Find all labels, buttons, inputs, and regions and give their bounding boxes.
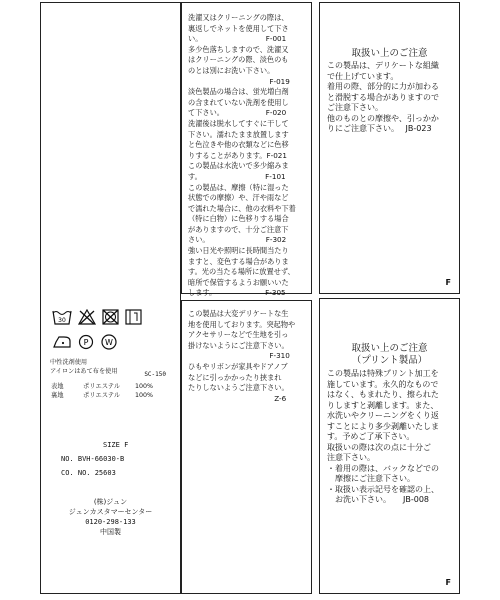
wet-clean-w-icon [100,333,118,351]
handling-title: 取扱い上のご注意 [351,48,428,59]
label-text-line: この製品は、デリケートな組織 [327,61,439,70]
label-text-line: お洗い下さい。 JB-008 [327,495,430,504]
label-text-line: 洗濯又はクリーニングの際は、 [188,13,289,22]
label-text-line: ますと、変色する場合がありま [188,256,289,266]
label-text-line: す。 F-101 [188,171,286,181]
label-text-line: さい。 F-302 [188,235,287,245]
material-row: 裏地 ポリエステル 100% [51,392,154,399]
dry-clean-p-icon [78,334,94,350]
customer-center: ジュンカスタマーセンター [68,508,153,516]
label-text-line: はなく、もまれたり、擦られた [327,390,439,399]
label-text-line: 注意下さい。 [327,453,375,462]
label-text-line: りしますと剥離します。また、 [327,400,439,410]
product-number: NO. BVH-66030-B [61,455,125,463]
label-text-line: ご注意下さい。 [327,103,383,112]
print-handling-title: 取扱い上のご注意 [351,343,428,354]
label-text-line: 地を使用しております。突起物や [188,319,296,329]
label-text-line: Z-6 [188,393,287,403]
svg-text:P: P [83,338,89,347]
label-text-line: などに引っかかったり挟まれ [188,372,282,382]
label-text-line: ひもやリボンが家具やドアノブ [188,361,288,371]
label-text-line: りにご注意下さい。 JB-023 [327,124,432,133]
label-text-line: 淡色製品の場合は、蛍光増白剤 [188,87,289,97]
label-text-line: す。光の当たる場所に放置せず、 [188,267,295,277]
middle-delicate-label [181,300,312,594]
right-print-handling-label [319,298,460,594]
middle-care-notes-label [181,2,312,298]
label-text-line: （特に白物）に色移りする場合 [188,214,289,224]
label-text-line: で仕上げています。 [327,71,399,81]
care-note-2: アイロンはあて布を使用 [50,368,118,375]
label-text-line: すことにより多少剥離いたしま [327,421,439,431]
label-text-line: 取扱いの際は次の点に十分ご [327,442,431,452]
label-text-line: 摩擦にご注意下さい。 [327,474,415,483]
label-text-line: 他のものとの摩擦や、引っかか [327,113,439,123]
print-handling-subtitle: （プリント製品） [351,355,428,366]
label-text-line: この製品は、摩擦（特に湿った [188,182,289,192]
svg-text:30: 30 [58,317,66,324]
label-text-line: します。 F-305 [188,288,286,298]
label-text-line: ・取扱い表示記号を確認の上、 [327,484,439,494]
label-mark: F [445,278,451,287]
iron-low-icon [52,335,72,349]
label-text-line: て下さい。 F-020 [188,108,287,118]
label-text-line: す。予めご了承下さい。 [327,432,415,441]
label-text-line: アクセサリーなどで生地を引っ [188,330,289,340]
label-text-line: ・着用の際は、バックなどでの [327,463,439,473]
care-code: SC-150 [144,371,166,378]
label-text-line: この製品は大変デリケートな生 [188,309,289,318]
label-text-line: この製品は特殊プリント加工を [327,369,439,378]
label-text-line: 水洗いやクリーニングをくり返 [327,411,439,420]
label-text-line: りすることがあります。F-021 [188,150,287,160]
label-text-line: と滑脱する場合がありますので [327,92,439,102]
right-handling-label [319,2,460,294]
label-text-line: 裏返しでネットを使用して下さ [188,23,289,33]
company-name: (株)ジュン [93,498,128,506]
care-note-1: 中性洗剤使用 [50,359,88,366]
no-tumble-dry-icon [102,309,119,325]
label-text-line: 強い日光や照明に長時間当たり [188,246,289,256]
material-row: 表地 ポリエステル 100% [51,383,154,390]
label-text-line: い。 F-001 [188,34,287,44]
label-text-line: のとは別にお洗い下さい。 [188,65,275,75]
co-number: CO. NO. 25603 [61,469,116,477]
label-text-line: と色泣きや他の衣類などに色移 [188,140,289,150]
label-text-line: 多少色落ちしますので、洗濯又 [188,44,289,54]
label-text-line: 暗所で保管するようお願いいた [188,277,289,287]
label-text-line: がありますので、十分ご注意下 [188,224,289,234]
country-of-origin: 中国製 [100,528,121,536]
phone-number: 0120-298-133 [85,518,136,526]
label-text-line: 施しています。永久的なもので [327,379,439,389]
label-text-line: 状態での摩擦）や、汗や雨など [188,193,289,203]
size-label: SIZE F [103,441,129,449]
left-care-label [40,2,181,594]
svg-text:W: W [105,338,113,347]
label-text-line: F-310 [188,351,290,361]
label-text-line: で濡れた場合に、他の衣料や下着 [188,203,296,213]
label-text-line: 洗濯後は脱水してすぐに干して [188,118,289,128]
label-text-line: たりしないようご注意下さい。 [188,383,289,393]
label-text-line: 下さい。濡れたまま放置します [188,129,289,139]
label-text-line: F-019 [188,76,290,86]
hang-dry-icon [125,309,142,325]
label-text-line: の含まれていない洗剤を使用し [188,97,289,107]
label-text-line: 着用の際、部分的に力が加わる [327,82,439,91]
label-mark: F [445,578,451,587]
care-symbols-row-1 [52,309,142,325]
wash-30-icon [52,309,72,325]
no-bleach-icon [78,309,96,325]
label-text-line: 掛けないようにご注意下さい。 [188,340,289,350]
label-text-line: はクリーニングの際、淡色のも [188,55,289,65]
label-text-line: この製品は水洗いで多少縮みま [188,161,289,171]
care-symbols-row-2 [52,333,118,351]
